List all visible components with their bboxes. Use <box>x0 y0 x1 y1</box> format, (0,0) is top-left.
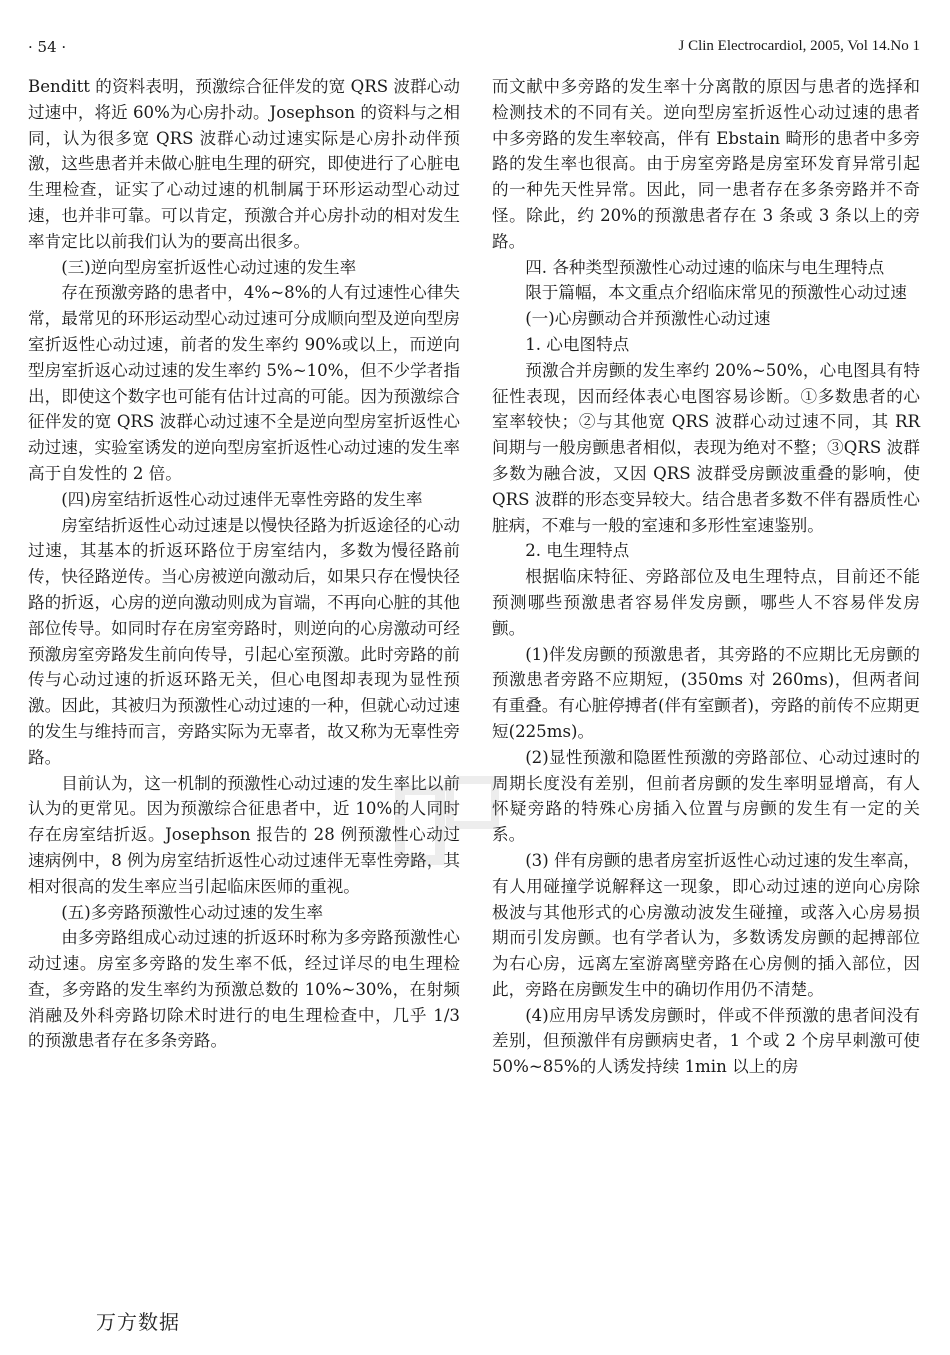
right-column <box>492 74 920 1080</box>
right-section-heading: 四. 各种类型预激性心动过速的临床与电生理特点 <box>525 257 885 277</box>
left-section-heading: (三)逆向型房室折返性心动过速的发生率 <box>61 257 357 277</box>
right-paragraph: (1)伴发房颤的预激患者，其旁路的不应期比无房颤的预激患者旁路不应期短，(350ms 对 260ms)，但两者间有重叠。有心脏停搏者(伴有室颤者)，旁路的前传不应期更短(225ms)。 <box>492 644 920 741</box>
left-paragraph: 房室结折返性心动过速是以慢快径路为折返途径的心动过速，其基本的折返环路位于房室结内，多数为慢径路前传，快径路逆传。当心房被逆向激动后，如果只存在慢快径路的折返，心房的逆向激动则成为盲端，不再向心脏的其他部位传导。如同时存在房室旁路时，则逆向的心房激动可经预激房室旁路发生前向传导，引起心室预激。此时旁路的前传与心动过速的折返环路无关，但心电图却表现为显性预激。因此，其被归为预激性心动过速的一种，但就心动过速的发生与维持而言，旁路实际为无辜者，故又称为无辜性旁路。 <box>28 515 460 767</box>
watermark-logo-icon <box>390 770 510 880</box>
left-section-heading: (四)房室结折返性心动过速伴无辜性旁路的发生率 <box>61 489 423 509</box>
left-paragraph: 存在预激旁路的患者中，4%~8%的人有过速性心律失常，最常见的环形运动型心动过速可分成顺向型及逆向型房室折返性心动过速，前者的发生率约 90%或以上，而逆向型房室折返心动过速的发生率约 5%~10%，但不少学者指出，即使这个数字也可能有估计过高的可能。因为预激综合征伴发的宽 QRS 波群心动过速不全是逆向型房室折返性心动过速，实验室诱发的逆向型房室折返性心动过速的发生率高于自发性的 2 倍。 <box>28 283 460 483</box>
footer-watermark-text: 万方数据 <box>96 1310 180 1334</box>
right-paragraph: (4)应用房早诱发房颤时，伴或不伴预激的患者间没有差别，但预激伴有房颤病史者，1 个或 2 个房早刺激可使 50%~85%的人诱发持续 1min 以上的房 <box>492 1005 920 1077</box>
page-number: · 54 · <box>28 38 67 56</box>
right-paragraph: (3) 伴有房颤的患者房室折返性心动过速的发生率高，有人用碰撞学说解释这一现象，即心动过速的逆向心房除极波与其他形式的心房激动波发生碰撞，或落入心房易损期而引发房颤。也有学者认为，多数诱发房颤的起搏部位为右心房，远离左室游离壁旁路在心房侧的插入部位，因此，旁路在房颤发生中的确切作用仍不清楚。 <box>492 850 920 999</box>
right-paragraph: 而文献中多旁路的发生率十分离散的原因与患者的选择和检测技术的不同有关。逆向型房室折返性心动过速的患者中多旁路的发生率较高，伴有 Ebstain 畸形的患者中多旁路的发生率也很高。由于房室旁路是房室环发育异常引起的一种先天性异常。因此，同一患者存在多条旁路并不奇怪。除此，约 20%的预激患者存在 3 条或 3 条以上的旁路。 <box>492 77 920 251</box>
right-paragraph: 限于篇幅，本文重点介绍临床常见的预激性心动过速 <box>525 283 907 303</box>
left-paragraph: Benditt 的资料表明，预激综合征伴发的宽 QRS 波群心动过速中，将近 60%为心房扑动。Josephson 的资料与之相同，认为很多宽 QRS 波群心动过速实际是心房扑动伴预激，这些患者并未做心脏电生理的研究，即使进行了心脏电生理检查，证实了心动过速的机制属于环形运动型心动过速，也并非可靠。可以肯定，预激合并心房扑动的相对发生率肯定比以前我们认为的要高出很多。 <box>28 77 460 251</box>
right-section-heading: 1. 心电图特点 <box>525 334 630 354</box>
right-paragraph: (2)显性预激和隐匿性预激的旁路部位、心动过速时的周期长度没有差别，但前者房颤的发生率明显增高，有人怀疑旁路的特殊心房插入位置与房颤的发生有一定的关系。 <box>492 747 920 845</box>
left-paragraph: 目前认为，这一机制的预激性心动过速的发生率比以前认为的更常见。因为预激综合征患者中，近 10%的人同时存在房室结折返。Josephson 报告的 28 例预激性心动过速病例中，8 例为房室结折返性心动过速伴无辜性旁路，其相对很高的发生率应当引起临床医师的重视。 <box>28 773 460 896</box>
right-paragraph: 预激合并房颤的发生率约 20%~50%，心电图具有特征性表现，因而经体表心电图容易诊断。①多数患者的心室率较快；②与其他宽 QRS 波群心动过速不同，其 RR 间期与一般房颤患者相似，表现为绝对不整；③QRS 波群多数为融合波，又因 QRS 波群受房颤波重叠的影响，使 QRS 波群的形态变异较大。结合患者多数不伴有器质性心脏病，不难与一般的室速和多形性室速鉴别。 <box>492 360 920 535</box>
right-section-heading: 2. 电生理特点 <box>525 541 630 561</box>
journal-citation: J Clin Electrocardiol, 2005, Vol 14.No 1 <box>678 38 920 54</box>
page-header <box>28 38 920 62</box>
left-paragraph: 由多旁路组成心动过速的折返环时称为多旁路预激性心动过速。房室多旁路的发生率不低，经过详尽的电生理检查，多旁路的发生率约为预激总数的 10%~30%，在射频消融及外科旁路切除术时进行的电生理检查中，几乎 1/3 的预激患者存在多条旁路。 <box>28 928 460 1051</box>
right-paragraph: 根据临床特征、旁路部位及电生理特点，目前还不能预测哪些预激患者容易伴发房颤，哪些人不容易伴发房颤。 <box>492 567 920 638</box>
left-column <box>28 74 460 1054</box>
right-section-heading: (一)心房颤动合并预激性心动过速 <box>525 309 771 329</box>
left-section-heading: (五)多旁路预激性心动过速的发生率 <box>61 902 324 922</box>
